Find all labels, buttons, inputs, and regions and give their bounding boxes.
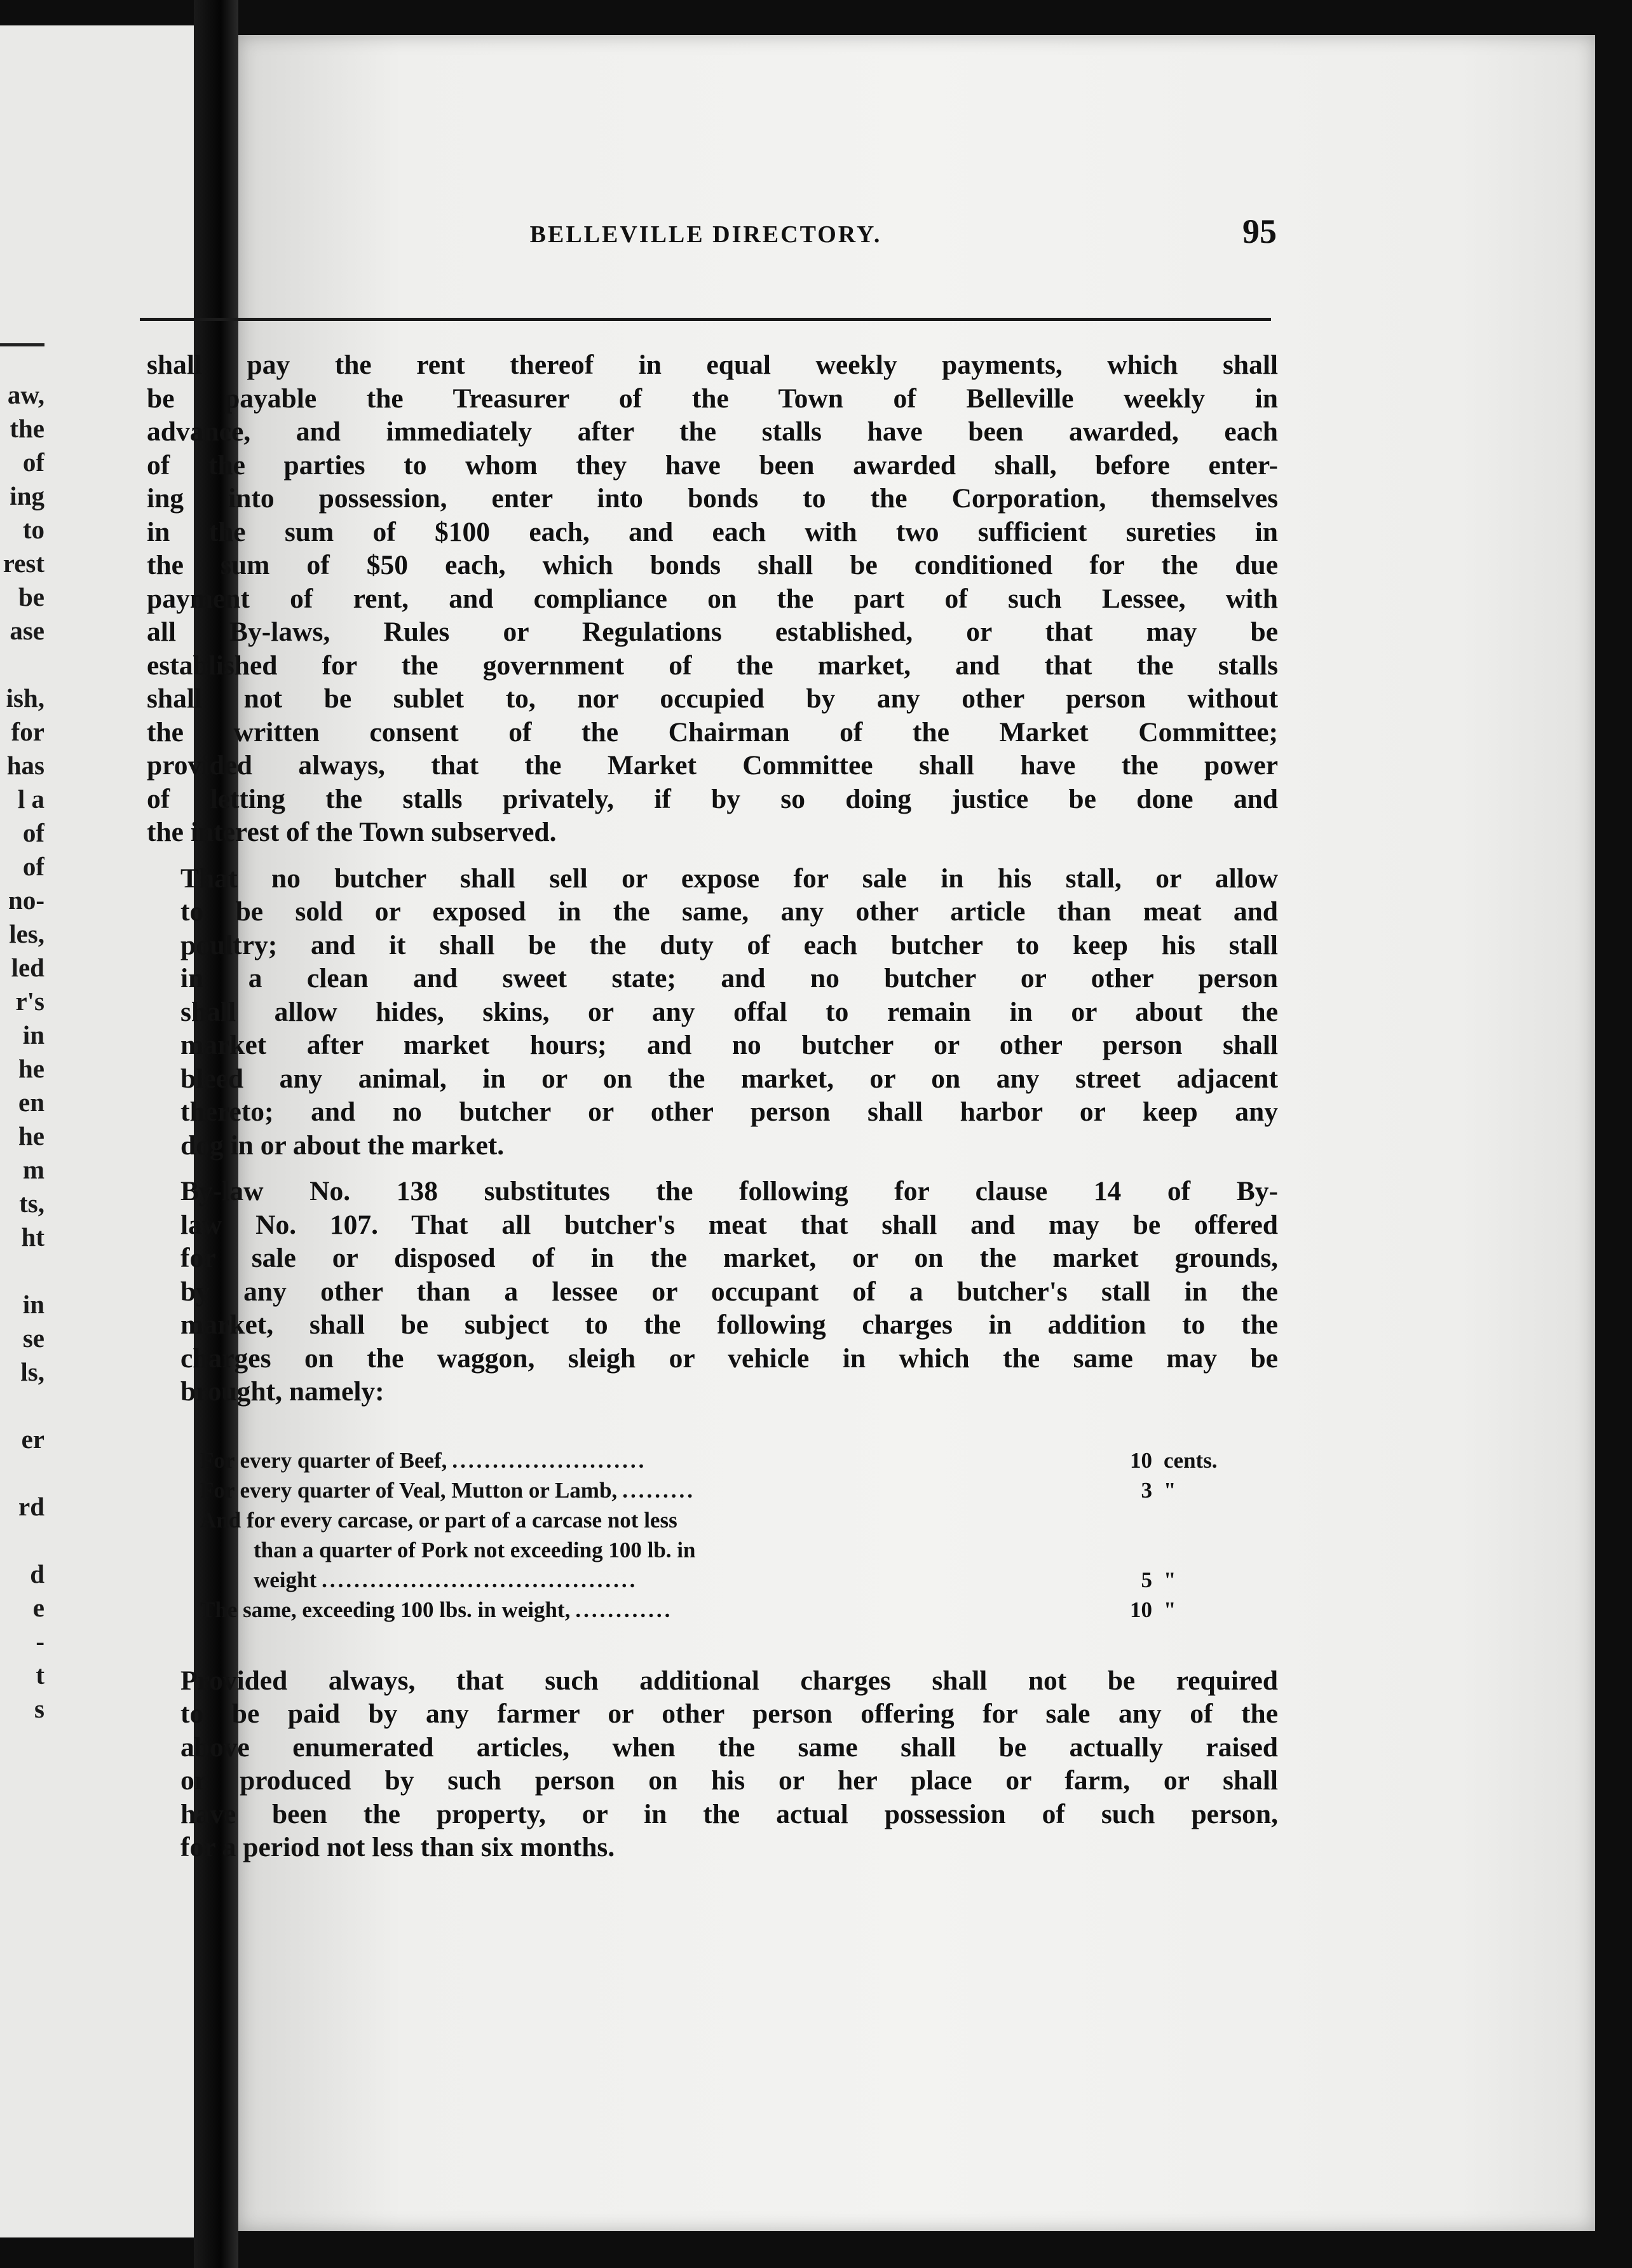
- paragraph-line: all By-laws, Rules or Regulations established, or that may be: [147, 617, 1278, 647]
- paragraph-line: in the sum of $100 each, and each with two sufficient sureties in: [147, 516, 1278, 547]
- charge-unit: ": [1164, 1597, 1176, 1622]
- paragraph-line: of letting the stalls privately, if by so doing justice be done and: [147, 783, 1278, 814]
- left-fragment: led: [11, 953, 44, 982]
- paragraph-line: shall allow hides, skins, or any offal to remain in or about the: [180, 996, 1278, 1027]
- left-fragment: aw,: [7, 380, 44, 409]
- charge-description: weight: [254, 1567, 317, 1592]
- charge-unit: ": [1164, 1477, 1176, 1503]
- paragraph-line: by any other than a lessee or occupant of a butcher's stall in the: [180, 1276, 1278, 1307]
- paragraph-line: to be paid by any farmer or other person offering for sale any of the: [180, 1698, 1278, 1729]
- charge-unit: cents.: [1164, 1447, 1218, 1473]
- left-fragment: ls,: [20, 1357, 44, 1386]
- paragraph-line: the sum of $50 each, which bonds shall be conditioned for the due: [147, 550, 1278, 580]
- charge-amount: 10: [1130, 1597, 1152, 1622]
- left-fragment: he: [18, 1054, 44, 1083]
- charge-row-item: [200, 1445, 1278, 1475]
- left-fragment: the: [10, 414, 44, 443]
- paragraph-line: the written consent of the Chairman of the Market Committee;: [147, 716, 1278, 748]
- dot-leader: ............: [575, 1597, 673, 1622]
- left-fragment: of: [22, 818, 44, 847]
- paragraph-line: bleed any animal, in or on the market, or on any street adjacent: [180, 1063, 1278, 1094]
- page-number: 95: [1242, 212, 1277, 250]
- charge-row-item: [200, 1475, 1278, 1505]
- paragraph-line: established for the government of the market, and that the stalls: [147, 650, 1278, 681]
- body-text: [147, 348, 1278, 1877]
- left-fragment: of: [22, 447, 44, 477]
- closing-paragraph: [147, 1664, 1278, 1864]
- paragraph-line: the interest of the Town subserved.: [147, 817, 557, 847]
- paragraph-line: advance, and immediately after the stalls have been awarded, each: [147, 416, 1278, 447]
- left-fragment: of: [22, 852, 44, 881]
- left-fragment: no-: [8, 885, 44, 915]
- left-fragment: he: [18, 1121, 44, 1151]
- left-fragment: t: [36, 1660, 44, 1690]
- left-fragment: to: [22, 515, 44, 544]
- left-fragment: [0, 648, 44, 681]
- charge-unit: ": [1164, 1567, 1176, 1592]
- paragraph-line: law No. 107. That all butcher's meat that shall and may be offered: [180, 1209, 1278, 1240]
- dot-leader: .......................................: [322, 1567, 638, 1592]
- charge-row-item: [200, 1595, 1278, 1625]
- left-page-rule: [0, 343, 44, 346]
- paragraph-line: dog in or about the market.: [180, 1130, 505, 1161]
- dot-leader: ........................: [452, 1447, 647, 1473]
- left-fragment: ish,: [6, 683, 44, 713]
- charge-amount: 10: [1130, 1447, 1152, 1473]
- charge-description: And for every carcase, or part of a carcase not less: [200, 1507, 677, 1533]
- paragraph-line: thereto; and no butcher or other person shall harbor or keep any: [180, 1096, 1278, 1127]
- paragraph-line: provided always, that the Market Committee shall have the power: [147, 750, 1278, 781]
- paragraph-line: be payable the Treasurer of the Town of Belleville weekly in: [147, 383, 1278, 414]
- paragraph-line: shall pay the rent thereof in equal weekly payments, which shall: [147, 350, 1278, 380]
- paragraph-line: By-law No. 138 substitutes the following for clause 14 of By-: [180, 1176, 1278, 1206]
- left-fragment: for: [11, 717, 44, 746]
- left-fragment: ing: [10, 481, 44, 510]
- left-fragment: in: [22, 1020, 44, 1049]
- left-fragment: s: [34, 1694, 44, 1723]
- dot-leader: .........: [622, 1477, 695, 1503]
- paragraph-line: ing into possession, enter into bonds to the Corporation, themselves: [147, 483, 1278, 514]
- paragraph-line: charges on the waggon, sleigh or vehicle in which the same may be: [180, 1342, 1278, 1374]
- left-page-text-fragments: [0, 378, 44, 1726]
- charge-row-item: [200, 1505, 1278, 1595]
- charge-amount: 5: [1141, 1567, 1152, 1592]
- header-rule: [140, 318, 1271, 321]
- left-fragment: se: [22, 1323, 44, 1353]
- left-fragment: en: [18, 1088, 44, 1117]
- charge-line: [200, 1475, 1278, 1505]
- paragraph-line: poultry; and it shall be the duty of each butcher to keep his stall: [180, 929, 1278, 960]
- paragraph-line: or produced by such person on his or her place or farm, or shall: [180, 1765, 1278, 1796]
- paragraph-line: Provided always, that such additional charges shall not be required: [180, 1665, 1278, 1696]
- left-fragment: has: [6, 751, 44, 780]
- left-fragment: r's: [15, 987, 44, 1016]
- paragraph-line: payment of rent, and compliance on the part of such Lessee, with: [147, 583, 1278, 614]
- left-fragment: [0, 1524, 44, 1557]
- paragraph-line: for a period not less than six months.: [180, 1832, 615, 1862]
- left-fragment: [0, 1254, 44, 1288]
- paragraph-line: of the parties to whom they have been awarded shall, before enter-: [147, 449, 1278, 481]
- charge-line: [200, 1565, 1278, 1595]
- left-fragment: rd: [18, 1492, 44, 1521]
- left-fragment: [0, 1389, 44, 1423]
- paragraph: [147, 1175, 1278, 1409]
- paragraph-line: That no butcher shall sell or expose for sale in his stall, or allow: [180, 863, 1278, 894]
- paragraph-line: have been the property, or in the actual possession of such person,: [180, 1798, 1278, 1829]
- running-head: BELLEVILLE DIRECTORY.: [529, 221, 882, 248]
- left-fragment: rest: [3, 549, 44, 578]
- charge-description: For every quarter of Veal, Mutton or Lamb,: [200, 1477, 618, 1503]
- paragraph-line: market, shall be subject to the following charges in addition to the: [180, 1309, 1278, 1340]
- paragraph-line: for sale or disposed of in the market, or on the market grounds,: [180, 1243, 1278, 1273]
- paragraph: [147, 348, 1278, 849]
- left-fragment: in: [22, 1290, 44, 1319]
- left-fragment: -: [36, 1627, 44, 1656]
- charges-table: [147, 1445, 1278, 1625]
- charge-amount: 3: [1141, 1477, 1152, 1503]
- left-fragment: be: [18, 582, 44, 611]
- left-fragment: d: [30, 1559, 44, 1588]
- paragraphs: [147, 348, 1278, 1409]
- left-fragment: ts,: [19, 1189, 44, 1218]
- left-fragment: les,: [9, 919, 44, 948]
- charge-line: [200, 1595, 1278, 1625]
- left-fragment: ht: [21, 1222, 44, 1252]
- paragraph-line: in a clean and sweet state; and no butcher or other person: [180, 963, 1278, 994]
- left-fragment: e: [32, 1593, 44, 1622]
- left-fragment: ase: [10, 616, 44, 645]
- paragraph: [147, 862, 1278, 1163]
- charge-description: The same, exceeding 100 lbs. in weight,: [200, 1597, 571, 1622]
- left-fragment: l a: [17, 784, 44, 814]
- paragraph-line: brought, namely:: [180, 1376, 384, 1407]
- paragraph-line: above enumerated articles, when the same shall be actually raised: [180, 1732, 1278, 1763]
- charge-line: [200, 1445, 1278, 1475]
- charge-description: For every quarter of Beef,: [200, 1447, 447, 1473]
- closing-paragraph-container: [147, 1664, 1278, 1864]
- paragraph-line: shall not be sublet to, nor occupied by any other person without: [147, 683, 1278, 714]
- paragraph-line: market after market hours; and no butcher or other person shall: [180, 1030, 1278, 1060]
- left-fragment: er: [21, 1424, 44, 1454]
- page-header: [135, 212, 1277, 263]
- left-fragment: [0, 1456, 44, 1490]
- charge-description: than a quarter of Pork not exceeding 100 lb. in: [254, 1537, 696, 1562]
- left-fragment: m: [22, 1155, 44, 1184]
- paragraph-line: to be sold or exposed in the same, any other article than meat and: [180, 896, 1278, 927]
